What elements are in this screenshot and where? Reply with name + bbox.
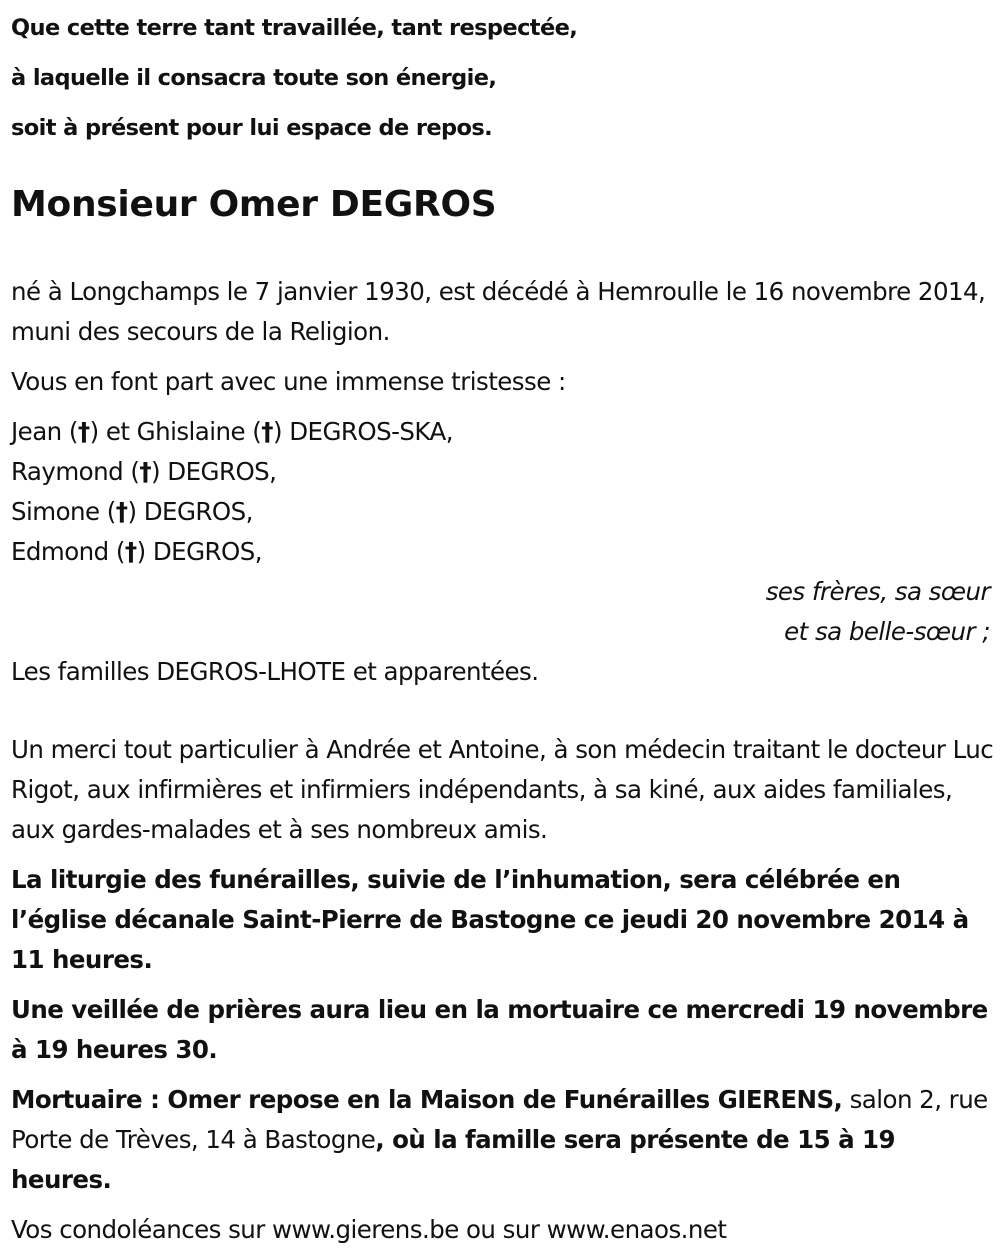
birth-death-text: né à Longchamps le 7 janvier 1930, est décédé à Hemroulle le 16 novembre 2014, muni des secours de la Religion.: [11, 277, 986, 346]
deceased-name-title: Monsieur Omer DEGROS: [11, 184, 497, 225]
cross-icon: †: [77, 417, 90, 446]
verse-line: Que cette terre tant travaillée, tant respectée,: [11, 15, 578, 41]
verse-line: à laquelle il consacra toute son énergie,: [11, 65, 497, 91]
cross-icon: †: [124, 537, 137, 566]
thanks-text: Un merci tout particulier à Andrée et Antoine, à son médecin traitant le docteur Luc Rigot, aux infirmières et infirmiers indépendants, à sa kiné, aux aides familiales, aux gardes-malades et à ses nombreux amis.: [11, 735, 994, 844]
family-line: Edmond (†) DEGROS,: [11, 537, 262, 566]
mortuary-text: Mortuaire : Omer repose en la Maison de Funérailles GIERENS, salon 2, rue Porte de Trèves, 14 à Bastogne, où la famille sera présente de 15 à 19 heures.: [11, 1085, 988, 1194]
cross-icon: †: [115, 497, 128, 526]
intro-text: Vous en font part avec une immense tristesse :: [11, 367, 566, 396]
relation-text: et sa belle-sœur ;: [784, 617, 990, 646]
family-line: Simone (†) DEGROS,: [11, 497, 253, 526]
liturgy-text: La liturgie des funérailles, suivie de l’inhumation, sera célébrée en l’église décanale Saint-Pierre de Bastogne ce jeudi 20 novembre 2014 à 11 heures.: [11, 865, 969, 974]
notice-body: [11, 272, 996, 1250]
cross-icon: †: [261, 417, 273, 446]
family-line: Raymond (†) DEGROS,: [11, 457, 277, 486]
family-line: Jean (†) et Ghislaine (†) DEGROS-SKA,: [11, 417, 453, 446]
cross-icon: †: [139, 457, 152, 486]
relation-text: ses frères, sa sœur: [765, 577, 990, 606]
opening-verse: [11, 3, 991, 153]
obituary-notice: [11, 0, 994, 1244]
condolences-text: Vos condoléances sur www.gierens.be ou sur www.enaos.net: [11, 1215, 727, 1244]
families-text: Les familles DEGROS-LHOTE et apparentées.: [11, 657, 539, 686]
verse-line: soit à présent pour lui espace de repos.: [11, 115, 493, 141]
vigil-text: Une veillée de prières aura lieu en la mortuaire ce mercredi 19 novembre à 19 heures 30.: [11, 995, 988, 1064]
